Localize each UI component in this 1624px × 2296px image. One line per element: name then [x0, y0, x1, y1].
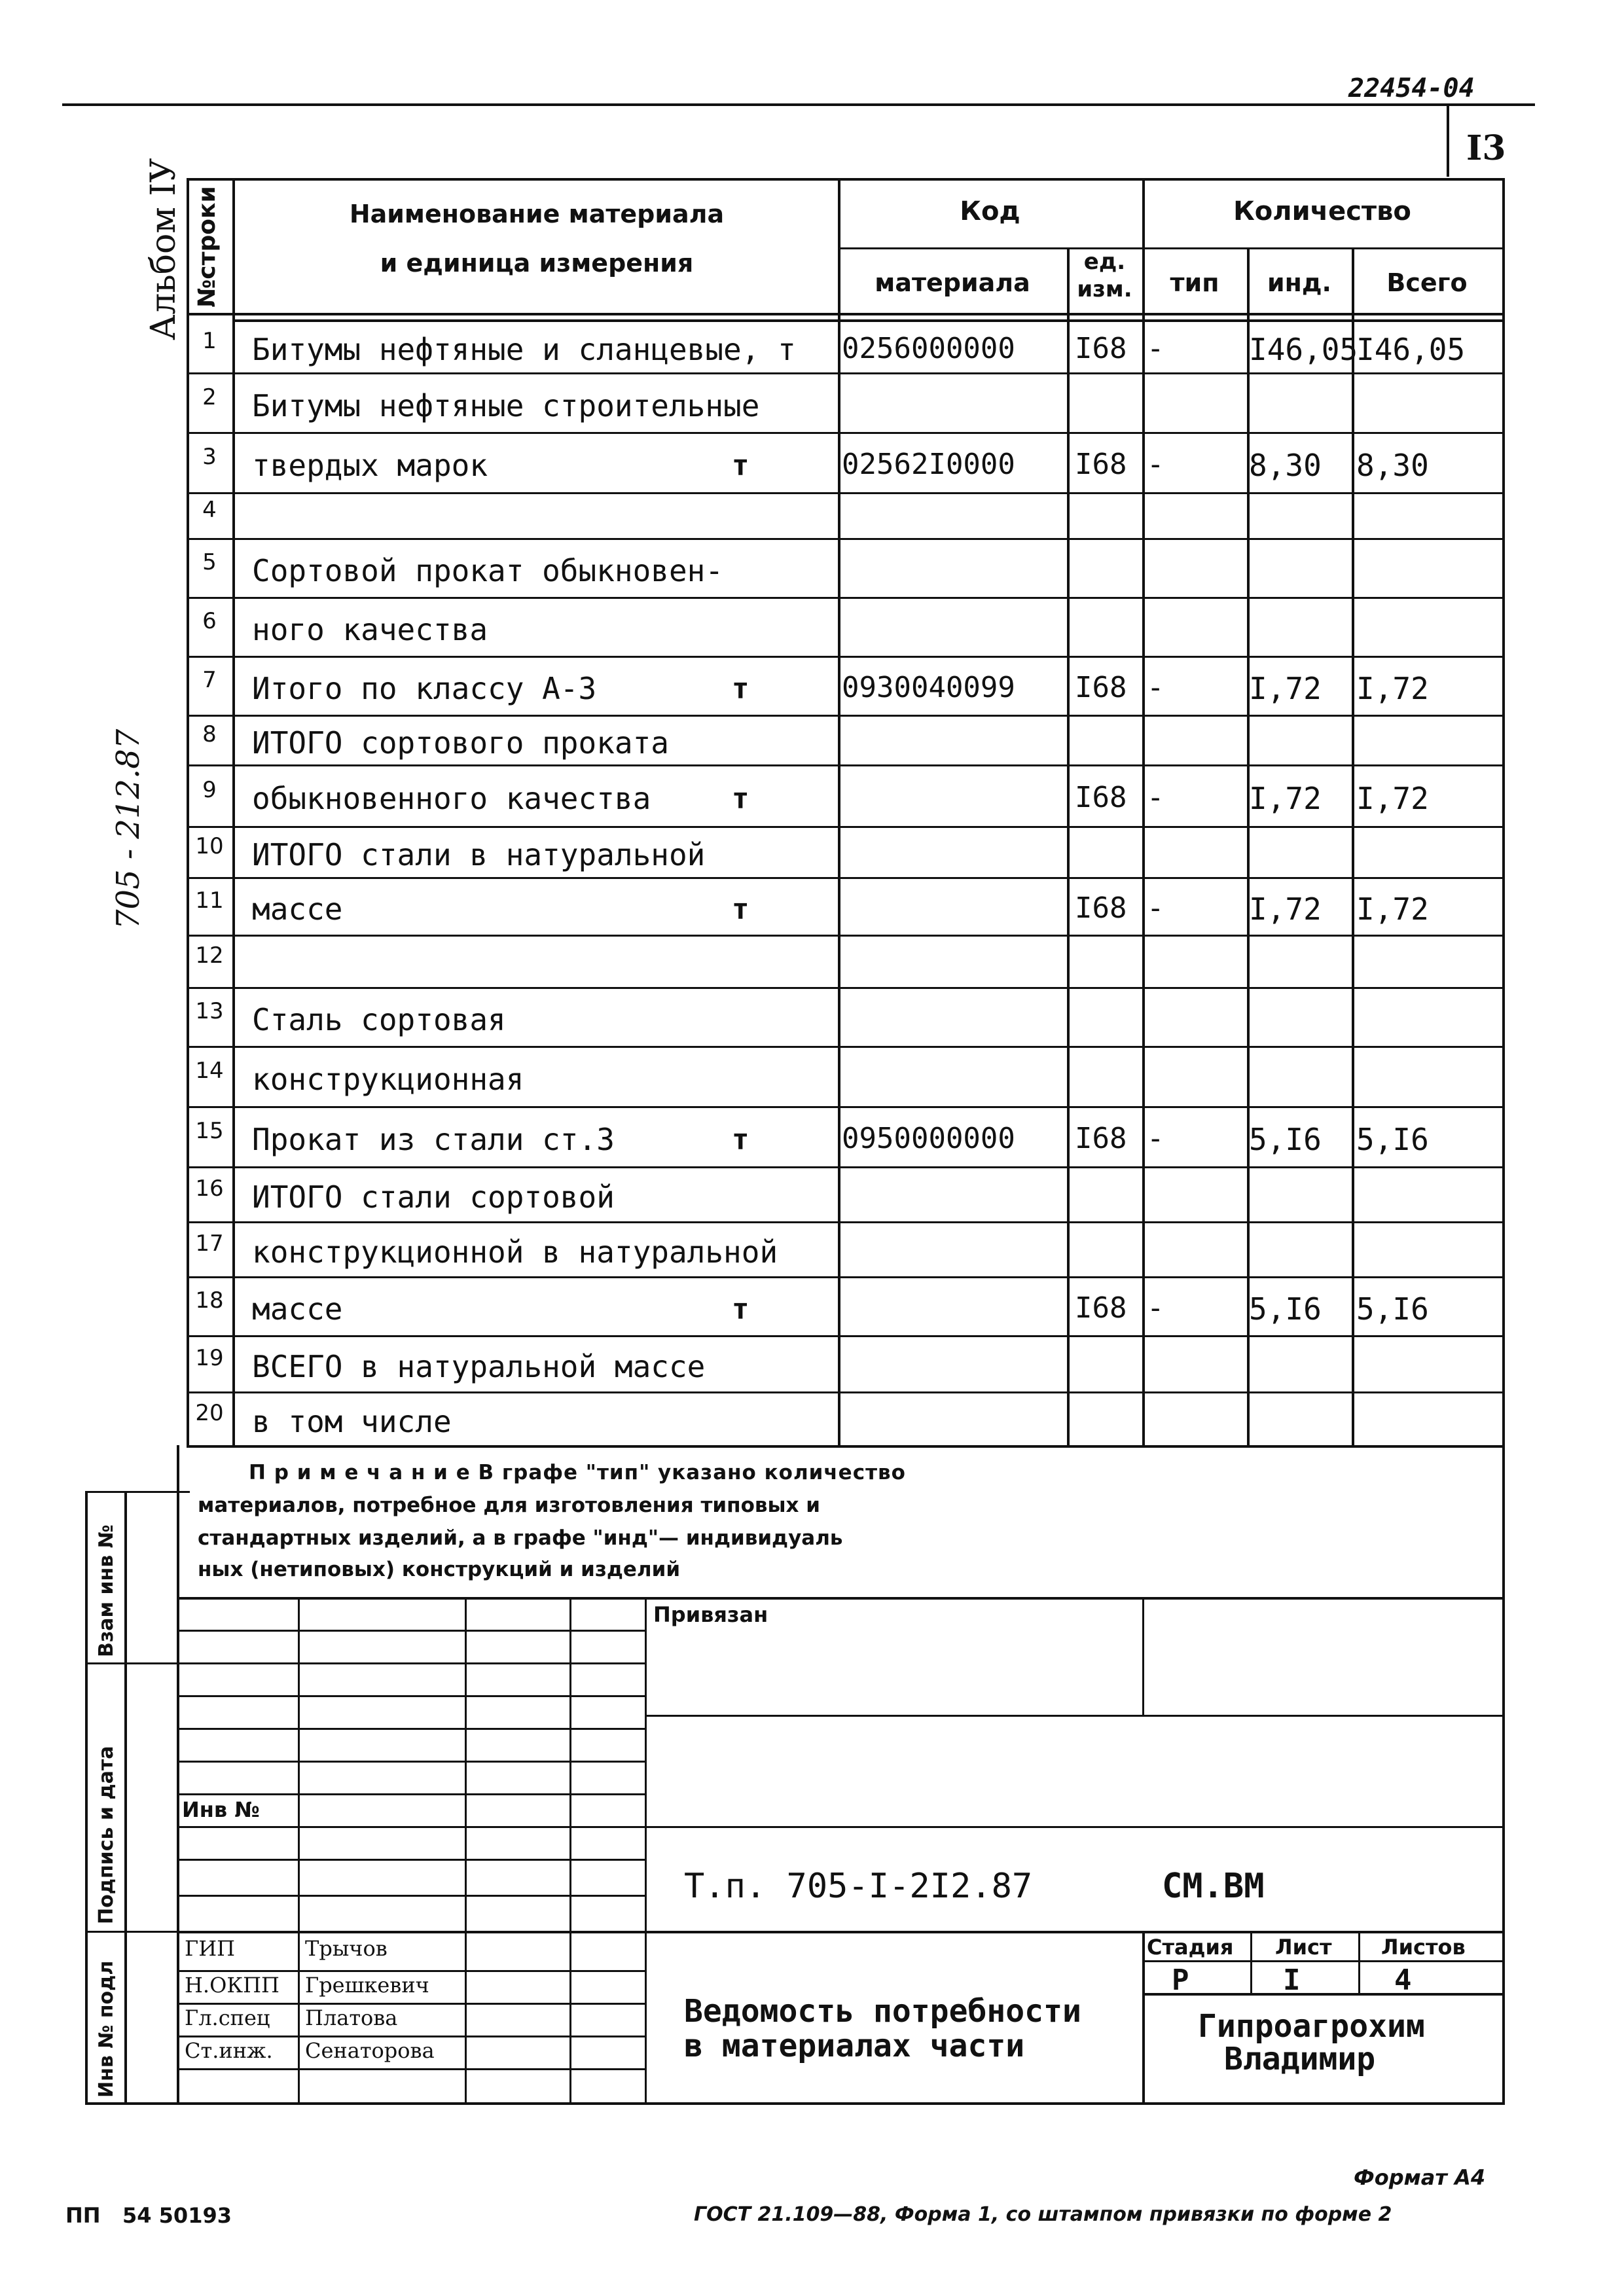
- qty-total: I46,05: [1356, 332, 1466, 367]
- col-name-header-line2: и единица измерения: [380, 249, 694, 278]
- material-name: Прокат из стали ст.3: [252, 1122, 615, 1157]
- material-unit-tag: т: [732, 782, 749, 816]
- row-number: 3: [202, 444, 217, 470]
- signer-name: Сенаторова: [305, 2038, 435, 2063]
- signer-name: Платова: [305, 2005, 398, 2030]
- format-label: Формат А4: [1354, 2165, 1486, 2190]
- signer-role: Ст.инж.: [185, 2038, 273, 2063]
- side-handwritten-note: 705 - 212.87: [110, 728, 147, 929]
- listov-value: 4: [1394, 1964, 1412, 1997]
- col-code-header: Код: [960, 196, 1020, 226]
- material-name: Битумы нефтяные и сланцевые, т: [252, 332, 796, 367]
- stadiya-value: Р: [1172, 1964, 1189, 1997]
- signer-role: Гл.спец: [185, 2005, 270, 2030]
- sheet-number: I3: [1466, 128, 1506, 168]
- signer-name: Грешкевич: [305, 1973, 429, 1998]
- qty-individual: 5,I6: [1249, 1291, 1322, 1327]
- row-number: 18: [195, 1287, 224, 1314]
- row-number: 14: [195, 1058, 224, 1084]
- material-name: ного качества: [252, 612, 488, 647]
- qty-type: -: [1147, 332, 1164, 365]
- qty-type: -: [1147, 1122, 1164, 1155]
- material-name: твердых марок: [252, 448, 488, 483]
- row-number: 12: [195, 942, 224, 969]
- footer-gost: ГОСТ 21.109—88, Форма 1, со штампом привязки по форме 2: [694, 2203, 1392, 2226]
- row-number: 5: [202, 549, 217, 575]
- inv-no-label: Инв №: [182, 1797, 260, 1822]
- col-type-header: тип: [1170, 268, 1219, 297]
- unit-code: I68: [1075, 332, 1127, 365]
- material-name: ИТОГО сортового проката: [252, 725, 669, 761]
- material-code: 02562I0000: [842, 448, 1015, 481]
- material-name: массе: [252, 891, 343, 927]
- listov-label: Листов: [1381, 1935, 1466, 1960]
- qty-total: I,72: [1356, 891, 1429, 927]
- row-number: 8: [202, 721, 217, 747]
- unit-code: I68: [1075, 1291, 1127, 1325]
- col-material-header: материала: [875, 268, 1030, 297]
- signer-role: ГИП: [185, 1936, 235, 1961]
- signer-role: Н.ОКПП: [185, 1973, 280, 1998]
- doc-title-line2: в материалах части: [684, 2028, 1025, 2064]
- unit-code: I68: [1075, 1122, 1127, 1155]
- qty-total: 5,I6: [1356, 1122, 1429, 1157]
- privyazan-label: Привязан: [653, 1602, 768, 1627]
- col-total-header: Всего: [1386, 268, 1468, 297]
- note-line-1: П р и м е ч а н и е В графе "тип" указано количество: [249, 1461, 906, 1484]
- row-number: 11: [195, 888, 224, 914]
- material-name: ИТОГО стали сортовой: [252, 1179, 615, 1215]
- side-label-inv-podl: Инв № подл: [95, 1960, 118, 2098]
- unit-code: I68: [1075, 671, 1127, 704]
- row-number: 4: [202, 497, 217, 523]
- qty-type: -: [1147, 781, 1164, 814]
- qty-type: -: [1147, 671, 1164, 704]
- material-name: Сталь сортовая: [252, 1002, 506, 1037]
- signer-name: Трычов: [305, 1936, 388, 1961]
- material-unit-tag: т: [732, 672, 749, 706]
- handwritten-reference: 22454-04: [1348, 73, 1475, 103]
- row-number: 2: [202, 384, 217, 410]
- org-line2: Владимир: [1224, 2041, 1376, 2077]
- col-name-header-line1: Наименование материала: [349, 200, 725, 228]
- qty-type: -: [1147, 1291, 1164, 1325]
- qty-individual: I,72: [1249, 891, 1322, 927]
- unit-code: I68: [1075, 448, 1127, 481]
- material-code: 0930040099: [842, 671, 1015, 704]
- row-number: 6: [202, 608, 217, 634]
- top-rule: [62, 103, 1535, 106]
- qty-individual: I,72: [1249, 671, 1322, 706]
- unit-code: I68: [1075, 891, 1127, 925]
- material-name: ИТОГО стали в натуральной: [252, 837, 706, 872]
- row-number: 10: [195, 833, 224, 859]
- list-label: Лист: [1275, 1935, 1332, 1960]
- qty-individual: I,72: [1249, 781, 1322, 816]
- qty-individual: 5,I6: [1249, 1122, 1322, 1157]
- row-number: 15: [195, 1118, 224, 1144]
- material-code: 0950000000: [842, 1122, 1015, 1155]
- material-name: Битумы нефтяные строительные: [252, 388, 760, 423]
- qty-type: -: [1147, 448, 1164, 481]
- col-unit-header-line2: изм.: [1077, 276, 1132, 302]
- stadiya-label: Стадия: [1147, 1935, 1234, 1960]
- row-number: 20: [195, 1400, 224, 1426]
- row-number: 16: [195, 1175, 224, 1202]
- material-name: обыкновенного качества: [252, 781, 651, 816]
- table-left-border: [187, 178, 189, 1448]
- row-number: 7: [202, 667, 217, 693]
- row-number: 1: [202, 328, 217, 354]
- material-unit-tag: т: [732, 449, 749, 482]
- row-number: 19: [195, 1345, 224, 1371]
- qty-total: 8,30: [1356, 448, 1429, 483]
- qty-type: -: [1147, 891, 1164, 925]
- doc-mark: СМ.ВМ: [1162, 1867, 1265, 1906]
- qty-total: I,72: [1356, 781, 1429, 816]
- album-label: Альбом IУ: [144, 158, 183, 340]
- col-row-no-header: №строки: [194, 186, 221, 308]
- material-name: Итого по классу А-3: [252, 671, 597, 706]
- doc-title-line1: Ведомость потребности: [684, 1993, 1081, 2030]
- note-line-4: ных (нетиповых) конструкций и изделий: [198, 1558, 681, 1581]
- side-label-podpis-data: Подпись и дата: [95, 1746, 118, 1924]
- material-unit-tag: т: [732, 893, 749, 926]
- side-label-vzam-inv: Взам инв №: [95, 1524, 118, 1657]
- row-number: 9: [202, 777, 217, 803]
- qty-total: 5,I6: [1356, 1291, 1429, 1327]
- footer-left-code: ПП 54 50193: [65, 2203, 232, 2228]
- material-name: Сортовой прокат обыкновен-: [252, 553, 724, 588]
- col-unit-header-line1: ед.: [1083, 249, 1126, 275]
- col-ind-header: инд.: [1267, 268, 1331, 297]
- row-number: 13: [195, 998, 224, 1024]
- org-line1: Гипроагрохим: [1198, 2008, 1425, 2045]
- material-unit-tag: т: [732, 1293, 749, 1326]
- qty-total: I,72: [1356, 671, 1429, 706]
- list-value: I: [1283, 1964, 1301, 1997]
- material-name: в том числе: [252, 1404, 452, 1439]
- qty-individual: 8,30: [1249, 448, 1322, 483]
- col-quantity-header: Количество: [1233, 196, 1411, 226]
- material-name: конструкционной в натуральной: [252, 1234, 778, 1270]
- unit-code: I68: [1075, 781, 1127, 814]
- material-name: конструкционная: [252, 1062, 524, 1097]
- row-number: 17: [195, 1230, 224, 1257]
- material-name: массе: [252, 1291, 343, 1327]
- qty-individual: I46,05: [1249, 332, 1358, 367]
- note-line-3: стандартных изделий, а в графе "инд"— индивидуаль: [198, 1526, 843, 1550]
- sheet-number-divider: [1447, 105, 1449, 177]
- material-name: ВСЕГО в натуральной массе: [252, 1349, 706, 1384]
- doc-code: Т.п. 705-I-2I2.87: [684, 1867, 1033, 1906]
- table-rightmost-border: [1502, 178, 1505, 1448]
- material-code: 0256000000: [842, 332, 1015, 365]
- material-unit-tag: т: [732, 1123, 749, 1157]
- note-line-2: материалов, потребное для изготовления типовых и: [198, 1494, 821, 1517]
